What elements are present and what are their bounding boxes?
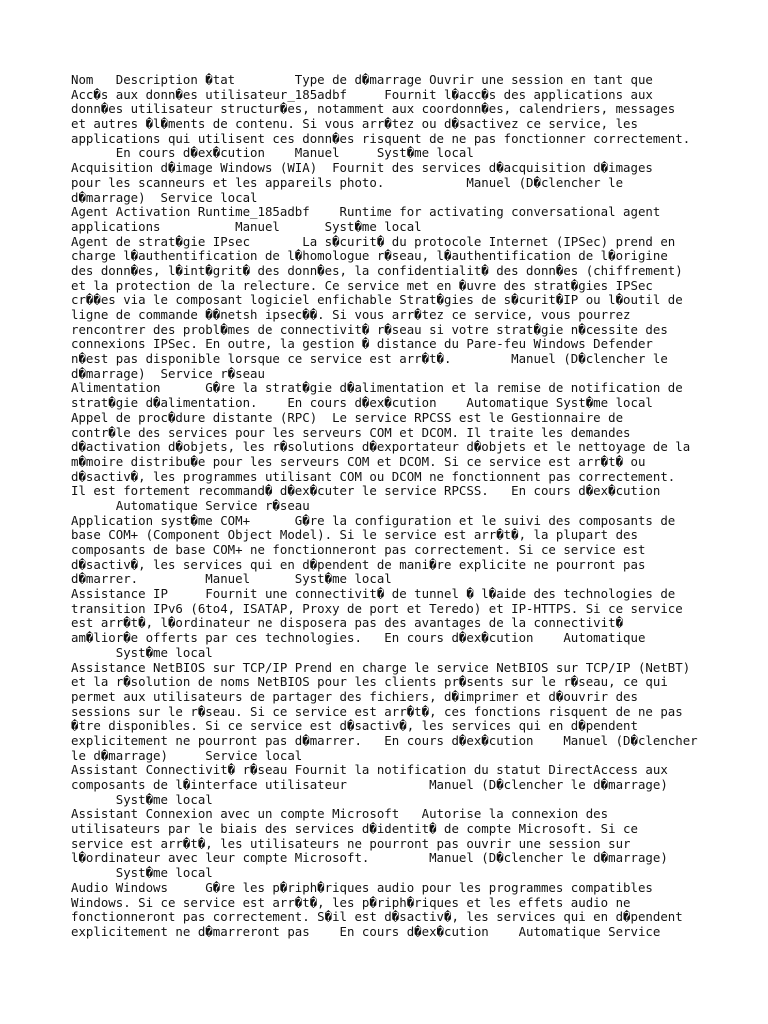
text-line: Assistance IP Fournit une connectivit� de tunnel � l�aide des technologies de bbox=[71, 586, 676, 602]
text-line: est arr�t�, l�ordinateur ne disposera pas des avantages de la connectivit� bbox=[71, 615, 624, 631]
text-line: am�lior�e offerts par ces technologies. En cours d�ex�cution Automatique bbox=[71, 630, 646, 646]
text-line: des donn�es, l�int�grit� des donn�es, la confidentialit� des donn�es (chiffrement) bbox=[71, 262, 683, 278]
text-line: d�activation d�objets, les r�solutions d�exportateur d�objets et le nettoyage de la bbox=[71, 439, 691, 455]
text-line: et autres �l�ments de contenu. Si vous arr�tez ou d�sactivez ce service, les bbox=[71, 116, 638, 132]
text-line: utilisateurs par le biais des services d�identit� de compte Microsoft. Si ce bbox=[71, 821, 638, 837]
text-line: d�sactiv�, les programmes utilisant COM ou DCOM ne fonctionnent pas correctement. bbox=[71, 468, 676, 484]
text-line: Alimentation G�re la strat�gie d�alimentation et la remise de notification de bbox=[71, 380, 683, 396]
text-line: l�ordinateur avec leur compte Microsoft. Manuel (D�clencher le d�marrage) bbox=[71, 850, 668, 866]
text-line: d�marrage) Service local bbox=[71, 189, 258, 205]
text-line: et la protection de la relecture. Ce service met en �uvre des strat�gies IPSec bbox=[71, 277, 653, 293]
text-line: Assistance NetBIOS sur TCP/IP Prend en charge le service NetBIOS sur TCP/IP (NetBT) bbox=[71, 659, 691, 675]
text-line: sessions sur le r�seau. Si ce service est arr�t�, ces fonctions risquent de ne pas bbox=[71, 703, 683, 719]
text-line: strat�gie d�alimentation. En cours d�ex�cution Automatique Syst�me local bbox=[71, 395, 653, 411]
text-line: m�moire distribu�e pour les serveurs COM et DCOM. Si ce service est arr�t� ou bbox=[71, 453, 646, 469]
text-line: d�sactiv�, les services qui en d�pendent de mani�re explicite ne pourront pas bbox=[71, 556, 646, 572]
text-line: Acc�s aux donn�es utilisateur_185adbf Fournit l�acc�s des applications aux bbox=[71, 86, 653, 102]
text-line: service est arr�t�, les utilisateurs ne pourront pas ouvrir une session sur bbox=[71, 835, 631, 851]
text-line: Automatique Service r�seau bbox=[71, 497, 310, 513]
text-line: n�est pas disponible lorsque ce service est arr�t�. Manuel (D�clencher le bbox=[71, 351, 668, 367]
text-line: pour les scanneurs et les appareils photo. Manuel (D�clencher le bbox=[71, 174, 624, 190]
text-line: Syst�me local bbox=[71, 791, 213, 807]
text-line: et la r�solution de noms NetBIOS pour les clients pr�sents sur le r�seau, ce qui bbox=[71, 674, 668, 690]
text-line: �tre disponibles. Si ce service est d�sactiv�, les services qui en d�pendent bbox=[71, 718, 638, 734]
text-line: Audio Windows G�re les p�riph�riques audio pour les programmes compatibles bbox=[71, 879, 653, 895]
text-line: applications Manuel Syst�me local bbox=[71, 218, 422, 234]
text-line: Syst�me local bbox=[71, 644, 213, 660]
text-line: le d�marrage) Service local bbox=[71, 747, 303, 763]
text-line: Assistant Connexion avec un compte Microsoft Autorise la connexion des bbox=[71, 806, 609, 822]
text-line: Assistant Connectivit� r�seau Fournit la notification du statut DirectAccess aux bbox=[71, 762, 668, 778]
text-line: En cours d�ex�cution Manuel Syst�me local bbox=[71, 145, 474, 161]
text-line: fonctionneront pas correctement. S�il est d�sactiv�, les services qui en d�pendent bbox=[71, 909, 683, 925]
text-line: explicitement ne d�marreront pas En cours d�ex�cution Automatique Service bbox=[71, 923, 661, 939]
document-body bbox=[71, 73, 711, 940]
text-line: Application syst�me COM+ G�re la configuration et le suivi des composants de bbox=[71, 512, 676, 528]
text-line: connexions IPSec. En outre, la gestion � distance du Pare-feu Windows Defender bbox=[71, 336, 653, 352]
text-line: donn�es utilisateur structur�es, notamment aux coordonn�es, calendriers, messages bbox=[71, 101, 676, 117]
text-line: Agent Activation Runtime_185adbf Runtime for activating conversational agent bbox=[71, 204, 661, 220]
text-line: rencontrer des probl�mes de connectivit� r�seau si votre strat�gie n�cessite des bbox=[71, 321, 668, 337]
text-line: explicitement ne pourront pas d�marrer. En cours d�ex�cution Manuel (D�clencher bbox=[71, 732, 698, 748]
text-line: charge l�authentification de l�homologue r�seau, l�authentification de l�origine bbox=[71, 248, 668, 264]
text-line: permet aux utilisateurs de partager des fichiers, d�imprimer et d�ouvrir des bbox=[71, 688, 638, 704]
text-line: cr��es via le composant logiciel enfichable Strat�gies de s�curit�IP ou l�outil de bbox=[71, 292, 683, 308]
text-line: Syst�me local bbox=[71, 865, 213, 881]
text-line: applications qui utilisent ces donn�es risquent de ne pas fonctionner correctement. bbox=[71, 130, 691, 146]
text-line: Il est fortement recommand� d�ex�cuter le service RPCSS. En cours d�ex�cution bbox=[71, 483, 661, 499]
text-line: composants de l�interface utilisateur Manuel (D�clencher le d�marrage) bbox=[71, 777, 668, 792]
text-line: composants de base COM+ ne fonctionneront pas correctement. Si ce service est bbox=[71, 542, 646, 557]
text-line: d�marrer. Manuel Syst�me local bbox=[71, 571, 392, 587]
text-line: d�marrage) Service r�seau bbox=[71, 365, 265, 381]
text-line: Windows. Si ce service est arr�t�, les p�riph�riques et les effets audio ne bbox=[71, 894, 631, 910]
text-line: Appel de proc�dure distante (RPC) Le service RPCSS est le Gestionnaire de bbox=[71, 409, 624, 425]
text-line: contr�le des services pour les serveurs COM et DCOM. Il traite les demandes bbox=[71, 424, 631, 440]
text-line: Nom Description �tat Type de d�marrage Ouvrir une session en tant que bbox=[71, 72, 653, 87]
text-line: Agent de strat�gie IPsec La s�curit� du protocole Internet (IPSec) prend en bbox=[71, 233, 676, 249]
text-line: base COM+ (Component Object Model). Si le service est arr�t�, la plupart des bbox=[71, 527, 638, 543]
text-line: ligne de commande ��netsh ipsec��. Si vous arr�tez ce service, vous pourrez bbox=[71, 307, 631, 322]
text-line: transition IPv6 (6to4, ISATAP, Proxy de port et Teredo) et IP-HTTPS. Si ce service bbox=[71, 600, 683, 616]
text-line: Acquisition d�image Windows (WIA) Fournit des services d�acquisition d�images bbox=[71, 160, 653, 176]
